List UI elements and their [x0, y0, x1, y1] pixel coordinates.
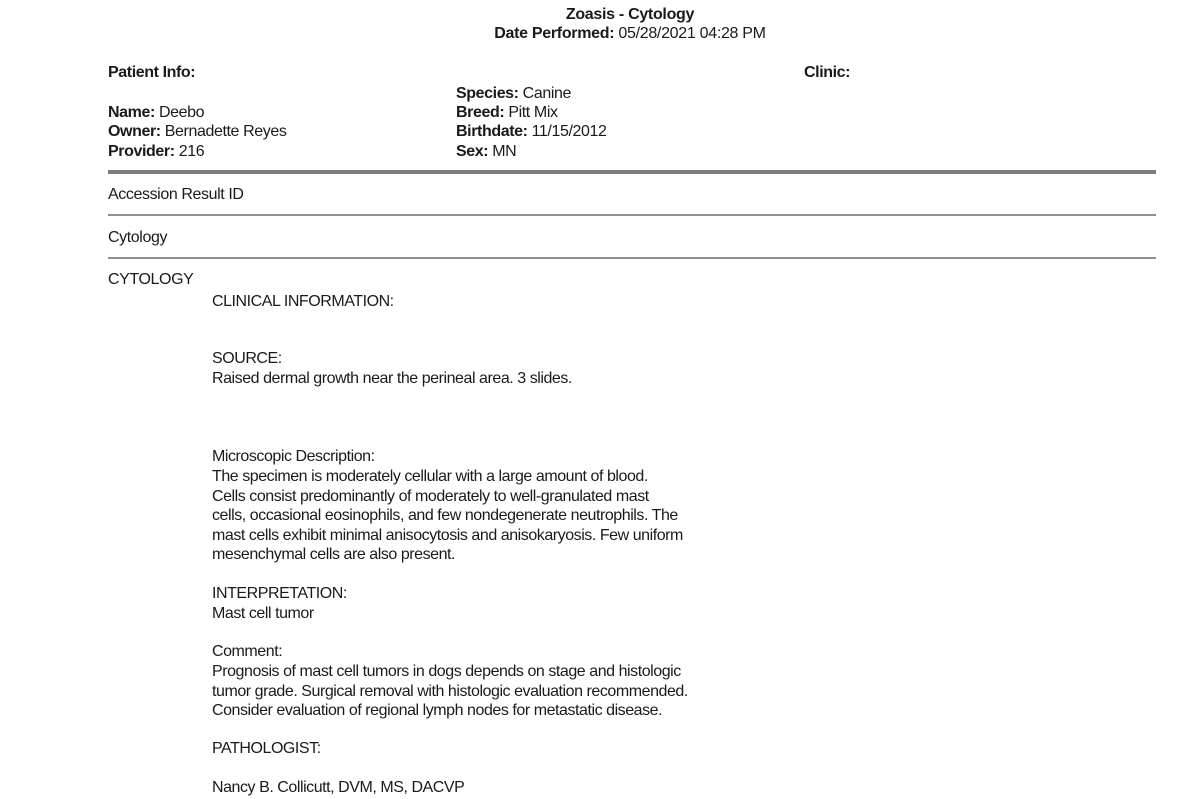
pathologist-name: Nancy B. Collicutt, DVM, MS, DACVP [212, 779, 465, 796]
sex-label: Sex: [456, 143, 489, 160]
date-performed [0, 25, 1200, 43]
owner-label: Owner: [108, 123, 161, 140]
source-text: Raised dermal growth near the perineal area. 3 slides. [212, 370, 572, 387]
report-title: Zoasis - Cytology [565, 6, 695, 23]
test-divider [108, 257, 1156, 259]
sex-value: MN [488, 143, 517, 160]
owner-value: Bernadette Reyes [160, 123, 287, 140]
clinic-heading: Clinic: [804, 64, 851, 81]
microscopic-line: The specimen is moderately cellular with a large amount of blood. [212, 468, 648, 485]
species-label: Species: [456, 85, 519, 102]
patient-info-heading: Patient Info: [108, 64, 196, 81]
comment-line: Prognosis of mast cell tumors in dogs depends on stage and histologic [212, 663, 681, 680]
header-divider [108, 170, 1156, 174]
test-name: Cytology [108, 229, 168, 246]
species-value: Canine [518, 85, 571, 102]
birthdate-label: Birthdate: [456, 123, 528, 140]
patient-provider [108, 142, 204, 162]
source-heading: SOURCE: [212, 350, 282, 367]
report-section-heading: CYTOLOGY [108, 271, 194, 288]
interpretation-heading: INTERPRETATION: [212, 585, 347, 602]
date-performed-value: 05/28/2021 04:28 PM [614, 25, 766, 42]
date-performed-label: Date Performed: [494, 25, 615, 42]
provider-value: 216 [174, 143, 205, 160]
accession-result-id-label: Accession Result ID [108, 186, 244, 203]
provider-label: Provider: [108, 143, 175, 160]
breed-label: Breed: [456, 104, 505, 121]
comment-line: Consider evaluation of regional lymph nodes for metastatic disease. [212, 702, 663, 720]
patient-species [456, 84, 571, 104]
microscopic-line: mesenchymal cells are also present. [212, 546, 456, 564]
patient-breed [456, 103, 558, 123]
patient-sex [456, 142, 516, 162]
pathologist-heading: PATHOLOGIST: [212, 740, 321, 757]
accession-divider [108, 214, 1156, 216]
comment-heading: Comment: [212, 643, 283, 660]
microscopic-line: Cells consist predominantly of moderately to well-granulated mast [212, 487, 649, 505]
breed-value: Pitt Mix [504, 104, 558, 121]
comment-text [212, 662, 688, 721]
patient-owner [108, 122, 286, 142]
interpretation-text: Mast cell tumor [212, 605, 314, 622]
patient-birthdate [456, 122, 607, 142]
microscopic-line: cells, occasional eosinophils, and few nondegenerate neutrophils. The [212, 507, 678, 525]
microscopic-line: mast cells exhibit minimal anisocytosis and anisokaryosis. Few uniform [212, 526, 683, 544]
patient-name [108, 103, 204, 123]
clinical-information-heading: CLINICAL INFORMATION: [212, 293, 394, 310]
microscopic-description [212, 467, 683, 565]
name-label: Name: [108, 104, 155, 121]
comment-line: tumor grade. Surgical removal with histologic evaluation recommended. [212, 682, 688, 700]
birthdate-value: 11/15/2012 [527, 123, 607, 140]
name-value: Deebo [154, 104, 205, 121]
microscopic-description-heading: Microscopic Description: [212, 448, 375, 465]
